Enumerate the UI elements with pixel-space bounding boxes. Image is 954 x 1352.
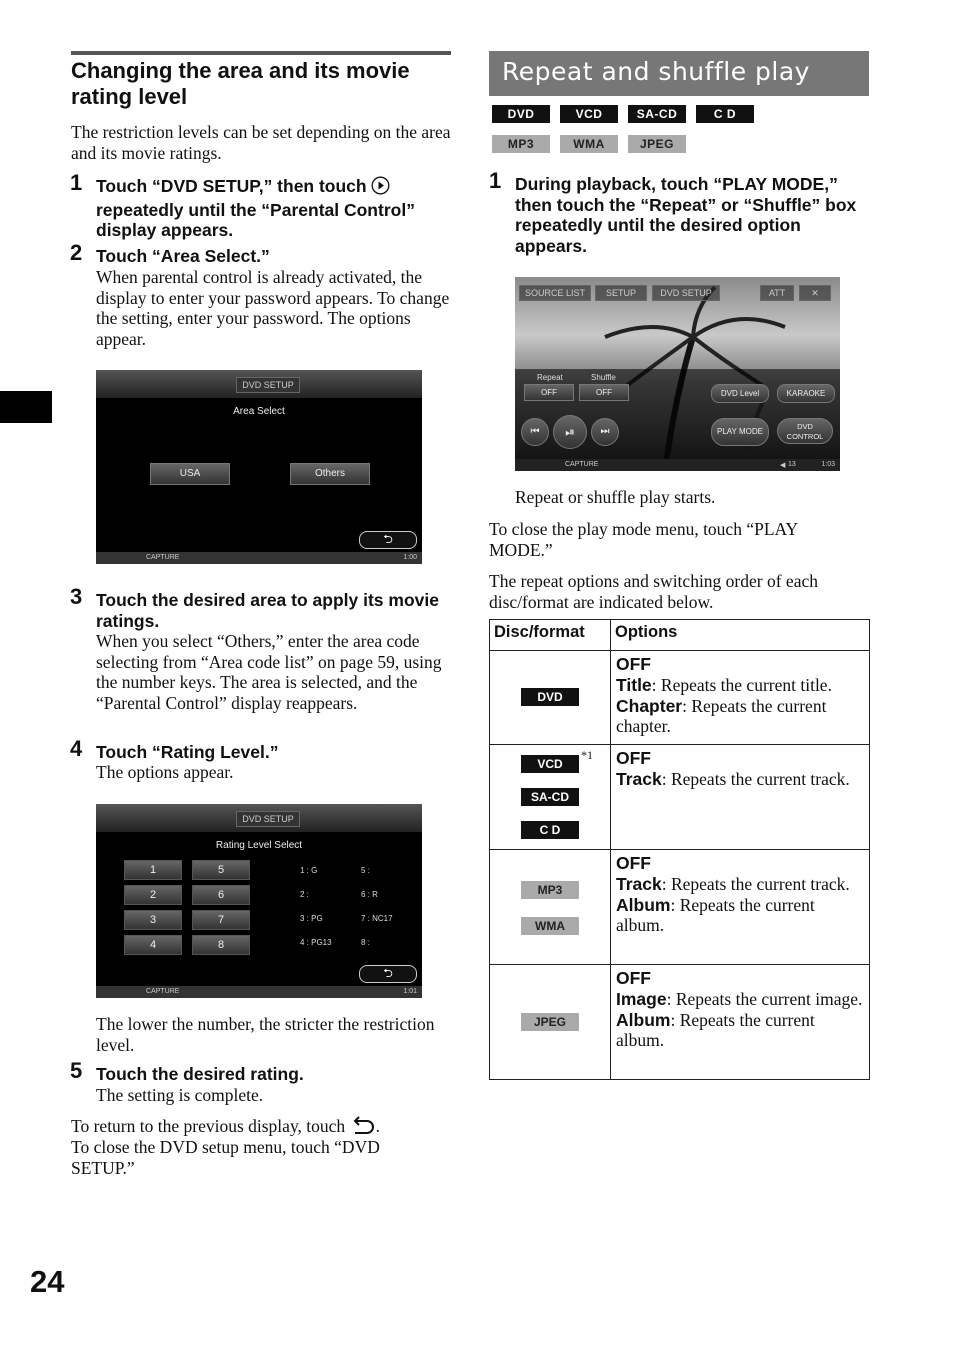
option-desc: : Repeats the current album. — [616, 894, 815, 935]
close-play-mode-note: To close the play mode menu, touch “PLAY MODE.” — [489, 519, 798, 560]
play-pause-icon: ⏯ — [553, 415, 587, 449]
dvd-setup-tab: DVD SETUP — [236, 811, 300, 827]
rating-1: 1 : G — [300, 866, 318, 875]
heading-rule — [71, 51, 451, 55]
option-line — [616, 696, 864, 737]
step-4-number: 4 — [70, 736, 83, 761]
att-button: ATT — [760, 285, 794, 301]
play-arrow-icon — [371, 176, 390, 200]
rating-8: 8 : — [361, 938, 370, 947]
step-5-body: The setting is complete. — [96, 1085, 264, 1105]
rating-4: 4 : PG13 — [300, 938, 332, 947]
repeat-options-table — [489, 619, 870, 1080]
option-off: OFF — [616, 654, 651, 674]
step-1-heading-tail: repeatedly until the “Parental Control” display appears. — [96, 199, 415, 240]
shuffle-label: Shuffle — [591, 373, 616, 382]
footnote-mark: *1 — [581, 748, 593, 762]
screen-title: Rating Level Select — [215, 840, 303, 851]
step-3-heading: Touch the desired area to apply its movie ratings. — [96, 590, 439, 631]
badge-sacd: SA-CD — [521, 788, 579, 806]
area-select-screenshot — [96, 370, 422, 564]
option-desc: : Repeats the current image. — [666, 989, 863, 1009]
badge-vcd: VCD — [560, 105, 618, 123]
next-icon: ⏭ — [591, 418, 619, 446]
option-name: Track — [616, 769, 662, 789]
option-line — [616, 989, 864, 1010]
step-2-body: When parental control is already activated, the display to enter your password appears. To change the setting, enter your password. The options appear. — [96, 267, 450, 349]
option-name: Album — [616, 1009, 671, 1030]
repeat-label: Repeat — [537, 373, 563, 382]
intro-text: The restriction levels can be set depending on the area and its movie ratings. — [71, 122, 451, 163]
num-key-2: 2 — [124, 885, 182, 905]
dvd-setup-tab: DVD SETUP — [236, 377, 300, 393]
capture-label: CAPTURE — [146, 554, 180, 561]
usa-button: USA — [150, 463, 230, 485]
options-cell — [611, 965, 870, 1080]
section-tab-marker — [0, 391, 52, 423]
banner-title: Repeat and shuffle play — [502, 57, 810, 86]
format-cell — [490, 651, 611, 745]
rating-5: 5 : — [361, 866, 370, 875]
format-cell — [490, 850, 611, 965]
table-row — [490, 651, 870, 745]
options-cell — [611, 651, 870, 745]
num-key-7: 7 — [192, 910, 250, 930]
back-icon: ⮌ — [359, 531, 417, 549]
option-off: OFF — [616, 748, 651, 768]
dvd-level-button: DVD Level — [711, 384, 769, 403]
repeat-box: OFF — [524, 384, 574, 401]
badge-vcd: VCD — [521, 755, 579, 773]
option-off: OFF — [616, 853, 651, 873]
table-row — [490, 745, 870, 850]
right-step-1-number: 1 — [489, 168, 502, 193]
step-1-number: 1 — [70, 170, 83, 195]
table-row — [490, 965, 870, 1080]
rating-6: 6 : R — [361, 890, 378, 899]
badge-cd: C D — [696, 105, 754, 123]
step-3-number: 3 — [70, 584, 83, 609]
badge-dvd: DVD — [521, 688, 579, 706]
format-cell — [490, 745, 611, 850]
step-4-heading: Touch “Rating Level.” — [96, 742, 279, 762]
step-2-number: 2 — [70, 240, 83, 265]
step-5-heading: Touch the desired rating. — [96, 1064, 304, 1084]
step-3-body: When you select “Others,” enter the area code selecting from “Area code list” on page 59, using the number keys. The area is selected, and the “Parental Control” display reappears. — [96, 631, 442, 713]
stricter-note: The lower the number, the stricter the restriction level. — [96, 1014, 435, 1055]
time-label: 1:00 — [403, 554, 417, 561]
option-desc: : Repeats the current title. — [651, 675, 832, 695]
time-label: 1:03 — [821, 461, 835, 468]
play-mode-button: PLAY MODE — [711, 418, 769, 446]
option-name: Album — [616, 894, 671, 915]
return-note-period: . — [375, 1116, 380, 1136]
close-setup-note: To close the DVD setup menu, touch “DVD SETUP.” — [71, 1137, 380, 1178]
badge-dvd: DVD — [492, 105, 550, 123]
capture-label: CAPTURE — [146, 988, 180, 995]
screen-title: Area Select — [233, 406, 285, 417]
badge-cd: C D — [521, 821, 579, 839]
num-key-1: 1 — [124, 860, 182, 880]
table-header-row — [490, 620, 870, 651]
step-1-heading-text: Touch “DVD SETUP,” then touch — [96, 176, 367, 196]
repeat-starts-note: Repeat or shuffle play starts. — [515, 487, 716, 507]
step-2-heading: Touch “Area Select.” — [96, 246, 270, 266]
order-note: The repeat options and switching order of each disc/format are indicated below. — [489, 571, 818, 612]
rating-2: 2 : — [300, 890, 309, 899]
options-cell — [611, 745, 870, 850]
badge-sacd: SA-CD — [628, 105, 686, 123]
num-key-8: 8 — [192, 935, 250, 955]
option-desc: : Repeats the current chapter. — [616, 695, 827, 736]
step-5-number: 5 — [70, 1058, 83, 1083]
badge-mp3: MP3 — [521, 881, 579, 899]
step-1-heading — [96, 176, 456, 241]
dvd-control-button: DVD CONTROL — [777, 418, 833, 444]
num-key-4: 4 — [124, 935, 182, 955]
option-line — [616, 1010, 864, 1051]
right-step-1-heading: During playback, touch “PLAY MODE,” then touch the “Repeat” or “Shuffle” box repeatedly until the desired option appears. — [515, 174, 857, 256]
screen-footer — [515, 459, 840, 471]
rating-3: 3 : PG — [300, 914, 323, 923]
option-desc: : Repeats the current track. — [661, 769, 850, 789]
option-name: Chapter — [616, 695, 683, 716]
badge-wma: WMA — [560, 135, 618, 153]
return-note-text: To return to the previous display, touch — [71, 1116, 346, 1136]
option-desc: : Repeats the current album. — [616, 1009, 815, 1050]
others-button: Others — [290, 463, 370, 485]
time-label: 1:01 — [403, 988, 417, 995]
dvd-setup-tab: DVD SETUP — [652, 285, 720, 301]
badge-mp3: MP3 — [492, 135, 550, 153]
step-4-body: The options appear. — [96, 762, 234, 782]
option-off: OFF — [616, 968, 651, 988]
option-line — [616, 675, 864, 696]
num-key-5: 5 — [192, 860, 250, 880]
volume-icon: ◀ — [780, 462, 786, 469]
option-line — [616, 874, 864, 895]
source-list-tab: SOURCE LIST — [519, 285, 591, 301]
table-row — [490, 850, 870, 965]
option-line — [616, 895, 864, 936]
setup-tab: SETUP — [595, 285, 647, 301]
close-icon: ✕ — [799, 285, 831, 301]
option-name: Title — [616, 675, 652, 695]
format-cell — [490, 965, 611, 1080]
rating-7: 7 : NC17 — [361, 914, 393, 923]
option-name: Image — [616, 989, 667, 1009]
num-key-6: 6 — [192, 885, 250, 905]
screen-footer — [96, 986, 422, 998]
page-number: 24 — [30, 1264, 65, 1299]
option-line — [616, 769, 864, 790]
capture-label: CAPTURE — [565, 461, 599, 468]
previous-icon: ⏮ — [521, 418, 549, 446]
option-name: Track — [616, 874, 662, 894]
num-key-3: 3 — [124, 910, 182, 930]
karaoke-button: KARAOKE — [777, 384, 835, 403]
options-header: Options — [611, 620, 870, 651]
badge-wma: WMA — [521, 917, 579, 935]
badge-jpeg: JPEG — [628, 135, 686, 153]
section-banner — [489, 51, 869, 96]
screen-footer — [96, 552, 422, 564]
option-desc: : Repeats the current track. — [661, 874, 850, 894]
track-number: 13 — [788, 461, 796, 468]
section-heading: Changing the area and its movie rating level — [71, 58, 410, 109]
play-mode-screenshot — [515, 277, 840, 471]
options-cell — [611, 850, 870, 965]
disc-format-header: Disc/format — [490, 620, 611, 651]
shuffle-box: OFF — [579, 384, 629, 401]
badge-jpeg: JPEG — [521, 1013, 579, 1031]
rating-level-screenshot — [96, 804, 422, 998]
back-icon: ⮌ — [359, 965, 417, 983]
